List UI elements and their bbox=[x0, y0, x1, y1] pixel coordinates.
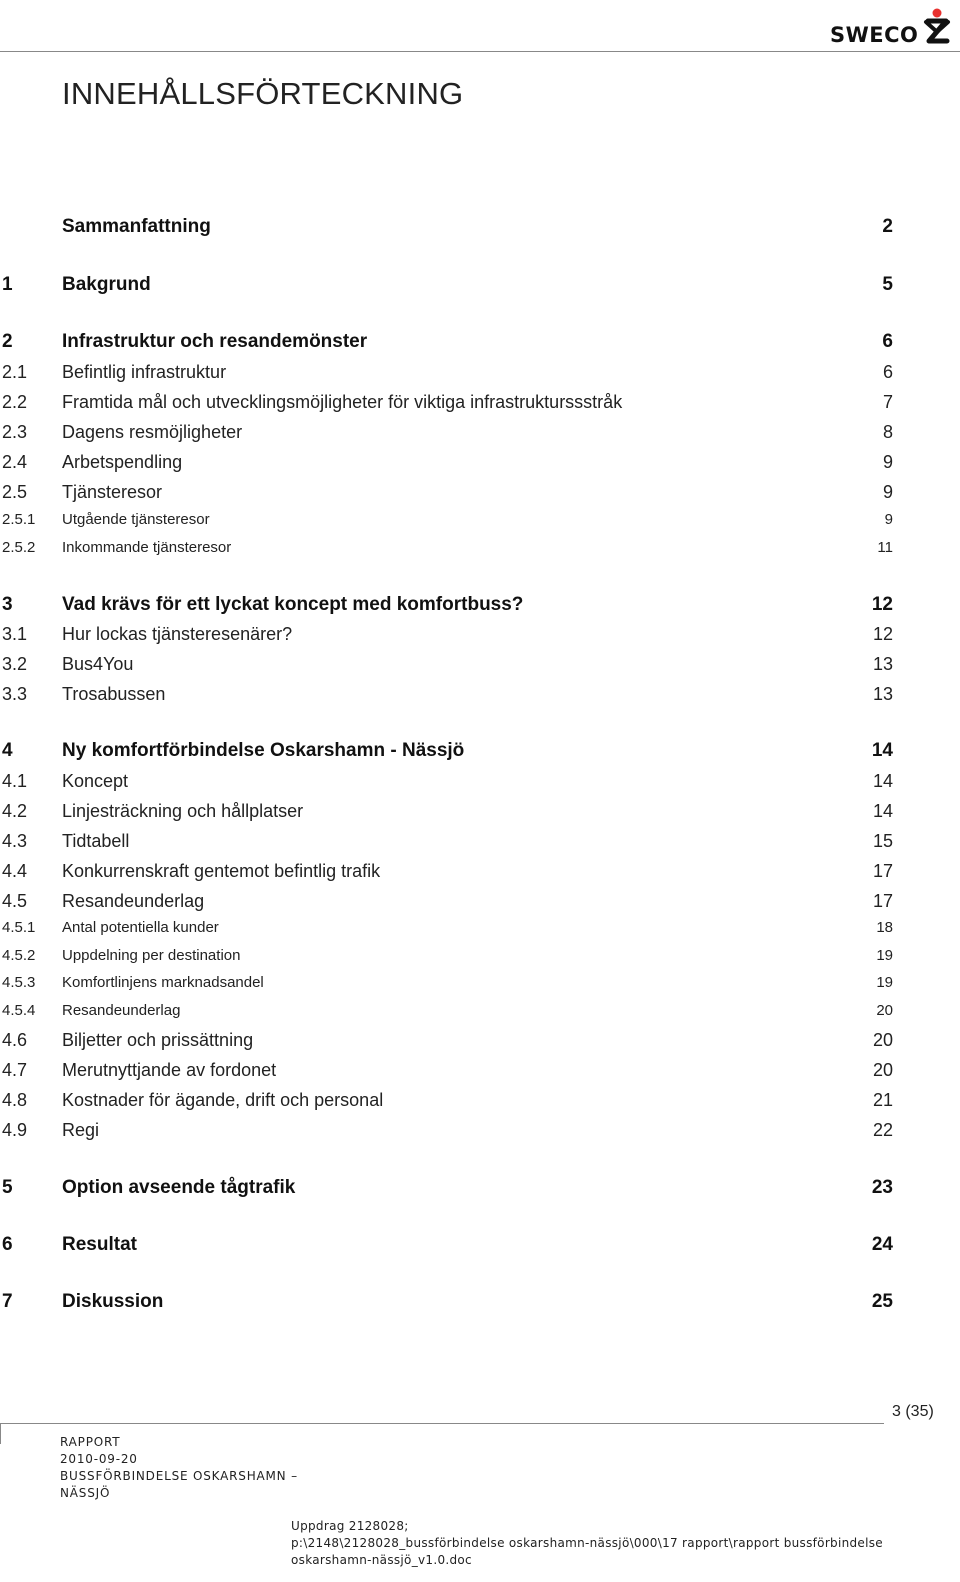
toc-entry-number: 4.5.2 bbox=[2, 947, 36, 964]
toc-entry-title: Option avseende tågtrafik bbox=[62, 1177, 296, 1198]
toc-entry-page: 11 bbox=[877, 539, 893, 556]
toc-entry-page: 5 bbox=[882, 274, 893, 295]
toc-entry-number: 5 bbox=[2, 1177, 13, 1198]
toc-entry-page: 14 bbox=[871, 740, 893, 761]
footer-report-info bbox=[60, 1434, 298, 1502]
toc-entry-title: Komfortlinjens marknadsandel bbox=[62, 974, 264, 991]
toc-entry-number: 2.5.1 bbox=[2, 511, 36, 528]
toc-entry-page: 6 bbox=[882, 362, 893, 382]
footer-file-info bbox=[291, 1518, 931, 1569]
page-title: INNEHÅLLSFÖRTECKNING bbox=[62, 76, 464, 111]
toc-entry-number: 4.8 bbox=[2, 1090, 28, 1110]
toc-entry-number: 3.2 bbox=[2, 654, 28, 674]
toc-entry-number: 4.7 bbox=[2, 1060, 28, 1080]
toc-entry-title: Kostnader för ägande, drift och personal bbox=[62, 1090, 384, 1110]
toc-entry-number: 4.6 bbox=[2, 1030, 28, 1050]
toc-entry-title: Uppdelning per destination bbox=[62, 947, 241, 964]
page-indicator: 3 (35) bbox=[892, 1403, 934, 1420]
toc-entry-page: 20 bbox=[876, 1002, 893, 1019]
toc-entry-title: Linjesträckning och hållplatser bbox=[62, 801, 304, 821]
toc-entry-title: Konkurrenskraft gentemot befintlig trafik bbox=[62, 861, 381, 881]
toc-entry-page: 14 bbox=[872, 771, 893, 791]
toc-entry-page: 9 bbox=[882, 452, 893, 472]
toc-entry-number: 4.9 bbox=[2, 1120, 28, 1140]
toc-entry-title: Resandeunderlag bbox=[62, 891, 205, 911]
toc-entry-number: 4.4 bbox=[2, 861, 28, 881]
toc-entry-page: 24 bbox=[871, 1234, 893, 1255]
toc-entry-page: 20 bbox=[872, 1060, 893, 1080]
footer-report-title-line2: NÄSSJÖ bbox=[60, 1486, 111, 1500]
toc-entry-number: 7 bbox=[2, 1291, 13, 1312]
toc-entry-title: Sammanfattning bbox=[62, 216, 211, 237]
toc-entry-page: 13 bbox=[872, 654, 893, 674]
toc-entry-page: 21 bbox=[872, 1090, 893, 1110]
toc-entry-number: 2.5 bbox=[2, 482, 28, 502]
toc-entry-page: 12 bbox=[872, 624, 893, 644]
toc-entry-title: Resultat bbox=[62, 1234, 137, 1255]
toc-entry-page: 17 bbox=[872, 891, 893, 911]
toc-entry-title: Tidtabell bbox=[62, 831, 130, 851]
toc-entry-page: 6 bbox=[882, 331, 893, 352]
toc-entry-number: 4.3 bbox=[2, 831, 28, 851]
toc-entry-page: 13 bbox=[872, 684, 893, 704]
toc-entry-title: Arbetspendling bbox=[62, 452, 183, 472]
toc-entry-number: 2 bbox=[2, 331, 13, 352]
toc-entry-title: Merutnyttjande av fordonet bbox=[62, 1060, 277, 1080]
toc-entry-page: 7 bbox=[882, 392, 893, 412]
toc-entry-title: Infrastruktur och resandemönster bbox=[62, 331, 368, 352]
logo-wordmark: SWECO bbox=[830, 23, 919, 47]
toc-entry-number: 6 bbox=[2, 1234, 13, 1255]
toc-entry-number: 2.3 bbox=[2, 422, 28, 442]
toc-entry-page: 12 bbox=[871, 594, 893, 615]
toc-entry-page: 15 bbox=[872, 831, 893, 851]
toc-entry-title: Utgående tjänsteresor bbox=[62, 511, 210, 528]
toc-entry-page: 17 bbox=[872, 861, 893, 881]
toc-entry-page: 2 bbox=[882, 216, 893, 237]
footer-file-name: oskarshamn-nässjö_v1.0.doc bbox=[291, 1553, 472, 1567]
toc-entry-page: 19 bbox=[876, 947, 893, 964]
toc-entry-title: Vad krävs för ett lyckat koncept med komfortbuss? bbox=[62, 594, 524, 615]
toc-entry-title: Biljetter och prissättning bbox=[62, 1030, 254, 1050]
footer-report-date: 2010-09-20 bbox=[60, 1452, 138, 1466]
toc-entry-number: 2.2 bbox=[2, 392, 28, 412]
toc-entry-page: 8 bbox=[882, 422, 893, 442]
toc-entry-title: Befintlig infrastruktur bbox=[62, 362, 227, 382]
toc-entry-title: Koncept bbox=[62, 771, 129, 791]
toc-entry-number: 4.1 bbox=[2, 771, 28, 791]
toc-entry-page: 22 bbox=[872, 1120, 893, 1140]
toc-entry-number: 4 bbox=[2, 740, 13, 761]
toc-entry-number: 4.5.4 bbox=[2, 1002, 36, 1019]
toc-entry-title: Antal potentiella kunder bbox=[62, 919, 219, 936]
footer-report-title-line1: BUSSFÖRBINDELSE OSKARSHAMN – bbox=[60, 1469, 298, 1483]
toc-entry-title: Diskussion bbox=[62, 1291, 164, 1312]
toc-entry-title: Framtida mål och utvecklingsmöjligheter för viktiga infrastrukturssstråk bbox=[62, 392, 623, 412]
toc-entry-title: Bakgrund bbox=[62, 274, 151, 295]
toc-entry-title: Bus4You bbox=[62, 654, 134, 674]
toc-entry-title: Ny komfortförbindelse Oskarshamn - Nässjö bbox=[62, 740, 465, 761]
toc-entry-number: 2.4 bbox=[2, 452, 28, 472]
footer-report-type: RAPPORT bbox=[60, 1435, 121, 1449]
toc-entry-title: Dagens resmöjligheter bbox=[62, 422, 243, 442]
toc-entry-title: Regi bbox=[62, 1120, 100, 1140]
toc-entry-number: 1 bbox=[2, 274, 13, 295]
toc-entry-title: Inkommande tjänsteresor bbox=[62, 539, 232, 556]
footer-assignment: Uppdrag 2128028; bbox=[291, 1519, 409, 1533]
toc-entry-page: 20 bbox=[872, 1030, 893, 1050]
toc-entry-number: 4.5 bbox=[2, 891, 28, 911]
footer-divider bbox=[0, 1423, 884, 1424]
toc-entry-number: 3.3 bbox=[2, 684, 28, 704]
toc-entry-page: 19 bbox=[876, 974, 893, 991]
toc-entry-number: 2.1 bbox=[2, 362, 28, 382]
toc-entry-page: 25 bbox=[871, 1291, 893, 1312]
toc-entry-page: 14 bbox=[872, 801, 893, 821]
toc-entry-title: Resandeunderlag bbox=[62, 1002, 181, 1019]
toc-entry-number: 3.1 bbox=[2, 624, 28, 644]
toc-entry-page: 9 bbox=[884, 511, 893, 528]
toc-entry-page: 18 bbox=[876, 919, 893, 936]
toc-entry-page: 23 bbox=[871, 1177, 893, 1198]
toc-entry-title: Trosabussen bbox=[62, 684, 166, 704]
toc-entry-number: 3 bbox=[2, 594, 13, 615]
toc-entry-title: Hur lockas tjänsteresenärer? bbox=[62, 624, 293, 644]
toc-entry-page: 9 bbox=[882, 482, 893, 502]
toc-entry-number: 4.2 bbox=[2, 801, 28, 821]
toc-entry-title: Tjänsteresor bbox=[62, 482, 163, 502]
footer-divider-tick bbox=[0, 1423, 1, 1444]
toc-entry-number: 4.5.3 bbox=[2, 974, 36, 991]
toc-entry-number: 2.5.2 bbox=[2, 539, 36, 556]
toc-entry-number: 4.5.1 bbox=[2, 919, 36, 936]
footer-file-path: p:\2148\2128028_bussförbindelse oskarshamn-nässjö\000\17 rapport\rapport bussförbindelse bbox=[291, 1536, 883, 1550]
